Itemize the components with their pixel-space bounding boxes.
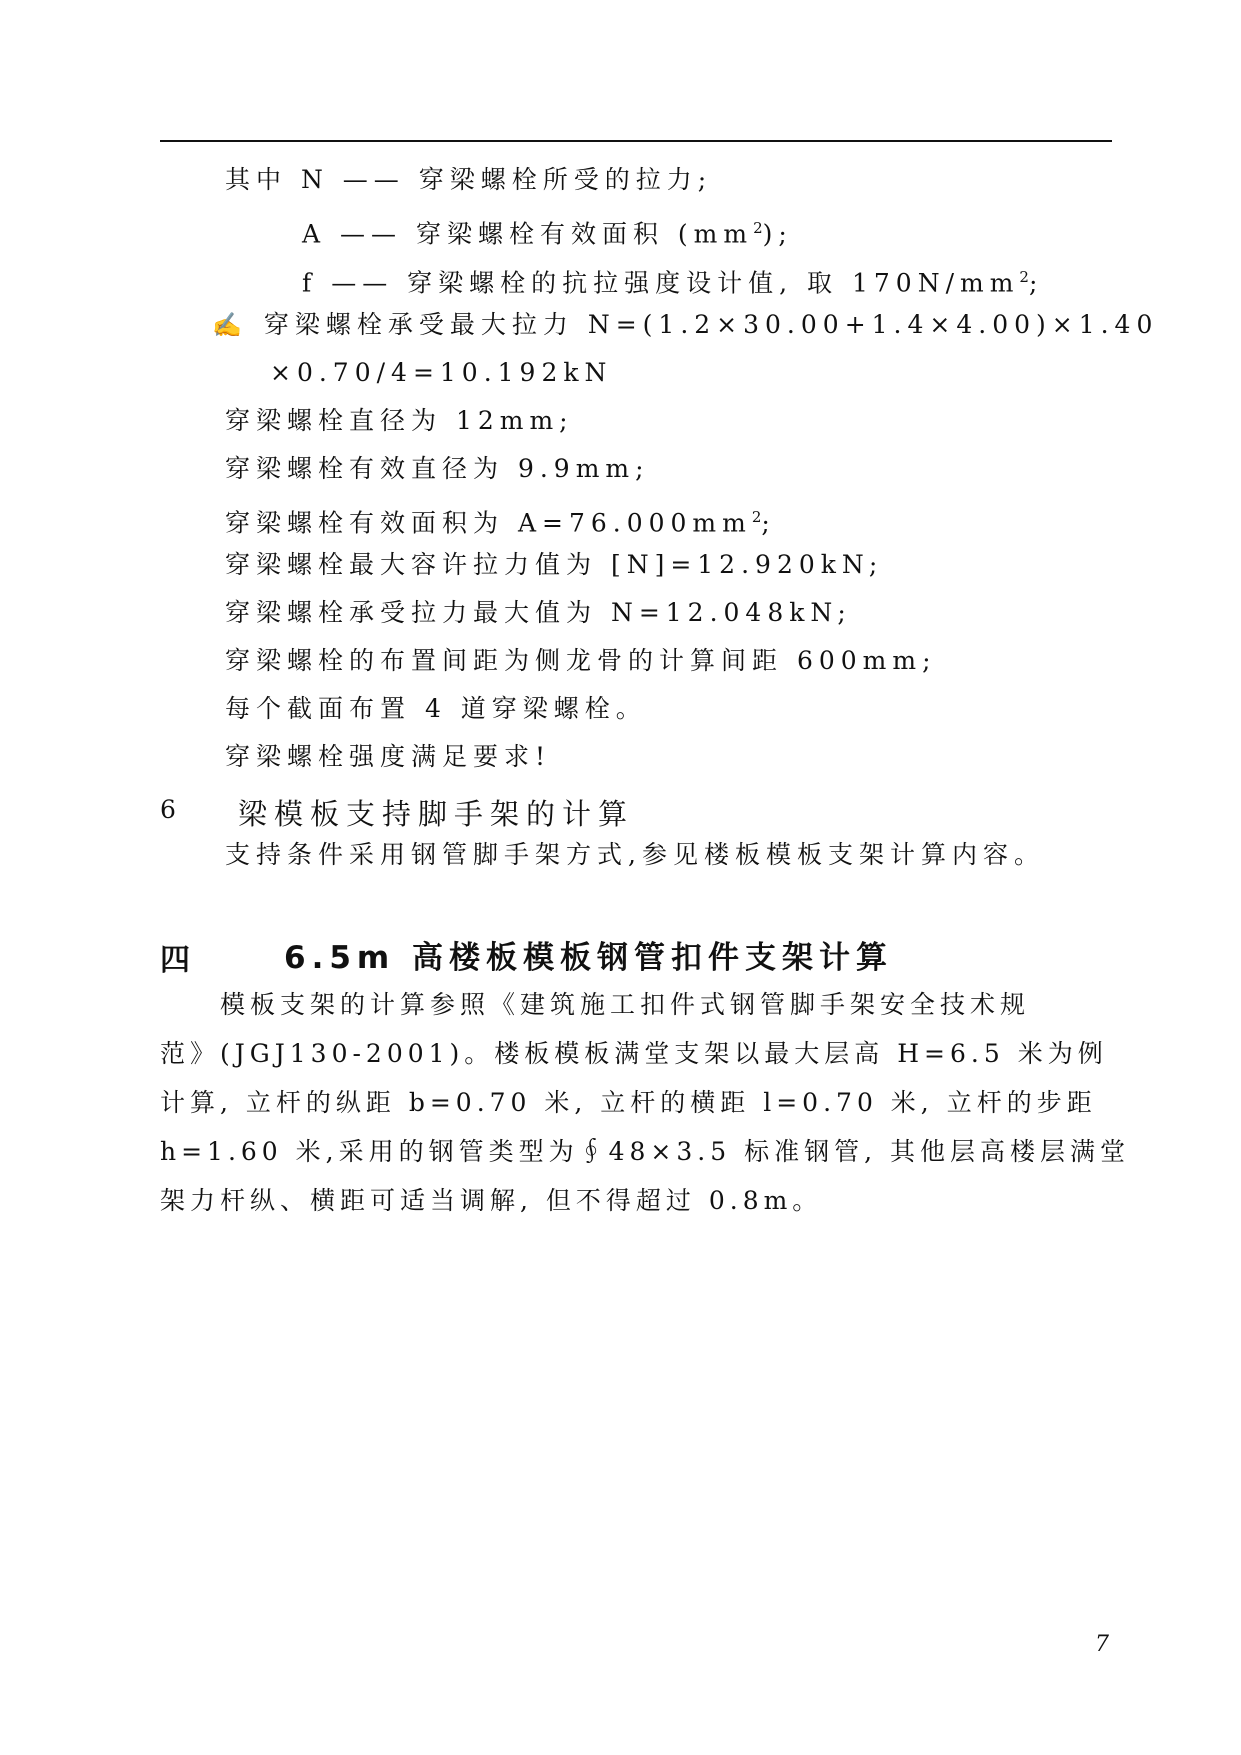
section4-title: 6.5m 高楼板模板钢管扣件支架计算 [284,940,894,976]
section6-number: 6 [160,795,176,824]
paragraph-line: 模板支架的计算参照《建筑施工扣件式钢管脚手架安全技术规 [160,990,1031,1019]
calc-line-1: ✍ 穿梁螺栓承受最大拉力 N=(1.2×30.00+1.4×4.00)×1.40 [212,310,1159,339]
header-rule [160,140,1112,142]
section6-body: 支持条件采用钢管脚手架方式,参见楼板模板支架计算内容。 [225,840,1045,869]
result-spacing: 穿梁螺栓的布置间距为侧龙骨的计算间距 600mm; [225,646,937,675]
calc-line-2: ×0.70/4=10.192kN [270,358,613,387]
section4-number: 四 [160,943,190,978]
def-n: 其中 N —— 穿梁螺栓所受的拉力; [225,165,713,194]
result-max-allow: 穿梁螺栓最大容许拉力值为 [N]=12.920kN; [225,550,884,579]
def-a: A —— 穿梁螺栓有效面积 $(mm^2)$; [302,219,793,249]
page-number: 7 [1095,1632,1109,1657]
section4-paragraph [160,980,1130,1225]
result-eff-area: 穿梁螺栓有效面积为 $A=76.000mm^2$; [225,508,776,538]
result-eff-diameter: 穿梁螺栓有效直径为 9.9mm; [225,454,650,483]
result-max-load: 穿梁螺栓承受拉力最大值为 N=12.048kN; [225,598,852,627]
paragraph-line: 架力杆纵、横距可适当调解, 但不得超过 0.8m。 [160,1186,823,1215]
result-count: 每个截面布置 4 道穿梁螺栓。 [225,694,647,723]
writing-hand-icon: ✍ [212,311,242,339]
paragraph-line: 范》(JGJ130-2001)。楼板模板满堂支架以最大层高 H=6.5 米为例 [160,1039,1108,1068]
section6-title: 梁模板支持脚手架的计算 [238,797,635,831]
paragraph-line: h=1.60 米,采用的钢管类型为∮48×3.5 标准钢管, 其他层高楼层满堂 [160,1137,1130,1166]
paragraph-line: 计算, 立杆的纵距 b=0.70 米, 立杆的横距 l=0.70 米, 立杆的步距 [160,1088,1097,1117]
def-f: f —— 穿梁螺栓的抗拉强度设计值, 取 $170N/mm^2$; [302,268,1044,298]
result-diameter: 穿梁螺栓直径为 12mm; [225,406,574,435]
result-conclusion: 穿梁螺栓强度满足要求! [225,742,552,771]
